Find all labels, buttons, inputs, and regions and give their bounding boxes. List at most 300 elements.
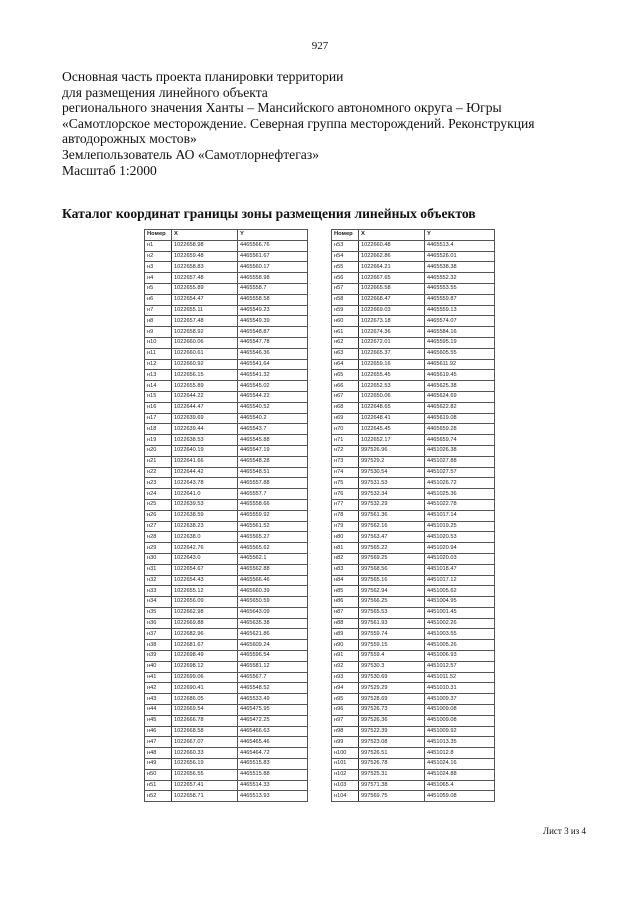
- point-number-cell: н103: [332, 780, 359, 791]
- y-coordinate-cell: 4451027.57: [425, 467, 495, 478]
- y-coordinate-cell: 4465514.33: [238, 780, 308, 791]
- table-row: [145, 283, 308, 294]
- point-number-cell: н20: [145, 445, 172, 456]
- x-coordinate-cell: 1022658.83: [172, 262, 238, 273]
- y-coordinate-cell: 4465553.55: [425, 283, 495, 294]
- y-coordinate-cell: 4465545.02: [238, 381, 308, 392]
- y-coordinate-cell: 4465541.64: [238, 359, 308, 370]
- x-coordinate-cell: 997523.08: [359, 737, 425, 748]
- x-coordinate-cell: 997530.3: [359, 661, 425, 672]
- y-coordinate-cell: 4465547.78: [238, 337, 308, 348]
- y-coordinate-cell: 4465605.55: [425, 348, 495, 359]
- table-row: [332, 575, 495, 586]
- column-header-y: Y: [425, 230, 495, 241]
- table-row: [332, 402, 495, 413]
- table-row: [332, 489, 495, 500]
- table-row: [145, 510, 308, 521]
- y-coordinate-cell: 4465465.46: [238, 737, 308, 748]
- x-coordinate-cell: 1022655.11: [172, 305, 238, 316]
- y-coordinate-cell: 4465513.4: [425, 240, 495, 251]
- x-coordinate-cell: 1022654.43: [172, 575, 238, 586]
- point-number-cell: н36: [145, 618, 172, 629]
- x-coordinate-cell: 997530.54: [359, 467, 425, 478]
- point-number-cell: н40: [145, 661, 172, 672]
- table-row: [332, 467, 495, 478]
- x-coordinate-cell: 1022682.96: [172, 629, 238, 640]
- point-number-cell: н9: [145, 327, 172, 338]
- point-number-cell: н73: [332, 456, 359, 467]
- x-coordinate-cell: 1022660.48: [359, 240, 425, 251]
- x-coordinate-cell: 1022650.06: [359, 391, 425, 402]
- table-row: [332, 629, 495, 640]
- y-coordinate-cell: 4465540.2: [238, 413, 308, 424]
- y-coordinate-cell: 4465475.95: [238, 705, 308, 716]
- y-coordinate-cell: 4451059.08: [425, 791, 495, 802]
- table-row: [145, 607, 308, 618]
- x-coordinate-cell: 1022644.22: [172, 391, 238, 402]
- x-coordinate-cell: 1022654.47: [172, 294, 238, 305]
- point-number-cell: н26: [145, 510, 172, 521]
- y-coordinate-cell: 4451003.55: [425, 629, 495, 640]
- table-row: [332, 532, 495, 543]
- table-row: [332, 445, 495, 456]
- x-coordinate-cell: 1022639.69: [172, 413, 238, 424]
- point-number-cell: н58: [332, 294, 359, 305]
- x-coordinate-cell: 1022652.17: [359, 435, 425, 446]
- y-coordinate-cell: 4465574.07: [425, 316, 495, 327]
- y-coordinate-cell: 4451002.26: [425, 618, 495, 629]
- point-number-cell: н47: [145, 737, 172, 748]
- point-number-cell: н16: [145, 402, 172, 413]
- point-number-cell: н11: [145, 348, 172, 359]
- table-row: [332, 316, 495, 327]
- x-coordinate-cell: 1022698.12: [172, 661, 238, 672]
- x-coordinate-cell: 1022641.0: [172, 489, 238, 500]
- document-header: [62, 69, 622, 178]
- x-coordinate-cell: 1022667.65: [359, 273, 425, 284]
- y-coordinate-cell: 4465565.62: [238, 543, 308, 554]
- table-row: [145, 586, 308, 597]
- table-row: [145, 413, 308, 424]
- header-line: Землепользователь АО «Самотлорнефтегаз»: [62, 146, 319, 162]
- column-header-x: X: [359, 230, 425, 241]
- x-coordinate-cell: 1022643.78: [172, 478, 238, 489]
- point-number-cell: н51: [145, 780, 172, 791]
- table-row: [145, 737, 308, 748]
- column-header-number: Номер: [332, 230, 359, 241]
- x-coordinate-cell: 1022655.12: [172, 586, 238, 597]
- point-number-cell: н46: [145, 726, 172, 737]
- point-number-cell: н30: [145, 553, 172, 564]
- table-row: [145, 748, 308, 759]
- y-coordinate-cell: 4465581.12: [238, 661, 308, 672]
- column-header-y: Y: [238, 230, 308, 241]
- y-coordinate-cell: 4465513.93: [238, 791, 308, 802]
- x-coordinate-cell: 997568.56: [359, 564, 425, 575]
- y-coordinate-cell: 4451013.35: [425, 737, 495, 748]
- table-row: [332, 262, 495, 273]
- y-coordinate-cell: 4451026.38: [425, 445, 495, 456]
- x-coordinate-cell: 1022659.16: [359, 359, 425, 370]
- x-coordinate-cell: 1022698.49: [172, 651, 238, 662]
- table-row: [332, 348, 495, 359]
- table-row: [332, 435, 495, 446]
- table-row: [145, 780, 308, 791]
- y-coordinate-cell: 4465624.69: [425, 391, 495, 402]
- y-coordinate-cell: 4465526.01: [425, 251, 495, 262]
- point-number-cell: н44: [145, 705, 172, 716]
- table-row: [145, 348, 308, 359]
- point-number-cell: н62: [332, 337, 359, 348]
- x-coordinate-cell: 997561.36: [359, 510, 425, 521]
- x-coordinate-cell: 1022642.76: [172, 543, 238, 554]
- x-coordinate-cell: 1022686.05: [172, 694, 238, 705]
- y-coordinate-cell: 4451001.45: [425, 607, 495, 618]
- point-number-cell: н102: [332, 769, 359, 780]
- point-number-cell: н18: [145, 424, 172, 435]
- table-row: [332, 240, 495, 251]
- point-number-cell: н6: [145, 294, 172, 305]
- table-row: [332, 726, 495, 737]
- table-row: [332, 456, 495, 467]
- table-row: [145, 262, 308, 273]
- x-coordinate-cell: 1022690.41: [172, 683, 238, 694]
- x-coordinate-cell: 997569.75: [359, 791, 425, 802]
- y-coordinate-cell: 4465558.66: [238, 499, 308, 510]
- x-coordinate-cell: 1022666.78: [172, 715, 238, 726]
- table-row: [145, 651, 308, 662]
- y-coordinate-cell: 4465543.7: [238, 424, 308, 435]
- x-coordinate-cell: 1022641.66: [172, 456, 238, 467]
- y-coordinate-cell: 4451022.78: [425, 499, 495, 510]
- point-number-cell: н48: [145, 748, 172, 759]
- y-coordinate-cell: 4451010.31: [425, 683, 495, 694]
- table-row: [145, 715, 308, 726]
- y-coordinate-cell: 4451027.88: [425, 456, 495, 467]
- x-coordinate-cell: 997531.53: [359, 478, 425, 489]
- x-coordinate-cell: 997565.22: [359, 543, 425, 554]
- point-number-cell: н65: [332, 370, 359, 381]
- x-coordinate-cell: 997563.47: [359, 532, 425, 543]
- table-row: [332, 661, 495, 672]
- point-number-cell: н86: [332, 597, 359, 608]
- x-coordinate-cell: 997562.16: [359, 521, 425, 532]
- x-coordinate-cell: 997559.4: [359, 651, 425, 662]
- column-header-x: X: [172, 230, 238, 241]
- x-coordinate-cell: 997526.78: [359, 759, 425, 770]
- point-number-cell: н32: [145, 575, 172, 586]
- header-line: «Самотлорское месторождение. Северная группа месторождений. Реконструкция: [62, 115, 535, 131]
- table-row: [145, 769, 308, 780]
- table-row: [145, 521, 308, 532]
- y-coordinate-cell: 4465558.7: [238, 283, 308, 294]
- y-coordinate-cell: 4465560.17: [238, 262, 308, 273]
- y-coordinate-cell: 4465472.25: [238, 715, 308, 726]
- sheet-label: Лист 3 из 4: [543, 826, 586, 836]
- y-coordinate-cell: 4451025.36: [425, 489, 495, 500]
- y-coordinate-cell: 4465619.08: [425, 413, 495, 424]
- y-coordinate-cell: 4465544.22: [238, 391, 308, 402]
- y-coordinate-cell: 4451024.88: [425, 769, 495, 780]
- point-number-cell: н63: [332, 348, 359, 359]
- y-coordinate-cell: 4465552.32: [425, 273, 495, 284]
- table-row: [332, 748, 495, 759]
- y-coordinate-cell: 4465561.67: [238, 251, 308, 262]
- point-number-cell: н56: [332, 273, 359, 284]
- x-coordinate-cell: 1022658.71: [172, 791, 238, 802]
- x-coordinate-cell: 1022665.37: [359, 348, 425, 359]
- header-line: для размещения линейного объекта: [62, 84, 268, 100]
- table-row: [145, 629, 308, 640]
- table-row: [332, 705, 495, 716]
- x-coordinate-cell: 1022638.53: [172, 435, 238, 446]
- table-row: [145, 640, 308, 651]
- table-row: [332, 499, 495, 510]
- y-coordinate-cell: 4451005.62: [425, 586, 495, 597]
- table-row: [332, 597, 495, 608]
- x-coordinate-cell: 1022655.89: [172, 381, 238, 392]
- point-number-cell: н88: [332, 618, 359, 629]
- point-number-cell: н70: [332, 424, 359, 435]
- x-coordinate-cell: 1022640.19: [172, 445, 238, 456]
- table-row: [332, 337, 495, 348]
- y-coordinate-cell: 4451024.16: [425, 759, 495, 770]
- point-number-cell: н90: [332, 640, 359, 651]
- table-row: [332, 273, 495, 284]
- table-row: [145, 726, 308, 737]
- x-coordinate-cell: 1022643.0: [172, 553, 238, 564]
- x-coordinate-cell: 1022681.67: [172, 640, 238, 651]
- x-coordinate-cell: 1022638.0: [172, 532, 238, 543]
- point-number-cell: н22: [145, 467, 172, 478]
- point-number-cell: н72: [332, 445, 359, 456]
- y-coordinate-cell: 4465557.88: [238, 478, 308, 489]
- table-row: [145, 294, 308, 305]
- y-coordinate-cell: 4451004.95: [425, 597, 495, 608]
- table-row: [332, 672, 495, 683]
- coordinates-table-right: [331, 229, 495, 802]
- y-coordinate-cell: 4465565.27: [238, 532, 308, 543]
- y-coordinate-cell: 4465660.39: [238, 586, 308, 597]
- y-coordinate-cell: 4465559.13: [425, 305, 495, 316]
- table-row: [145, 661, 308, 672]
- point-number-cell: н97: [332, 715, 359, 726]
- table-row: [145, 445, 308, 456]
- point-number-cell: н1: [145, 240, 172, 251]
- x-coordinate-cell: 1022665.58: [359, 283, 425, 294]
- x-coordinate-cell: 997532.34: [359, 489, 425, 500]
- point-number-cell: н33: [145, 586, 172, 597]
- point-number-cell: н89: [332, 629, 359, 640]
- y-coordinate-cell: 4465625.38: [425, 381, 495, 392]
- x-coordinate-cell: 1022669.03: [359, 305, 425, 316]
- y-coordinate-cell: 4465548.52: [238, 683, 308, 694]
- y-coordinate-cell: 4465611.92: [425, 359, 495, 370]
- point-number-cell: н53: [332, 240, 359, 251]
- y-coordinate-cell: 4465558.98: [238, 273, 308, 284]
- y-coordinate-cell: 4465595.19: [425, 337, 495, 348]
- x-coordinate-cell: 1022660.92: [172, 359, 238, 370]
- y-coordinate-cell: 4451018.47: [425, 564, 495, 575]
- point-number-cell: н75: [332, 478, 359, 489]
- y-coordinate-cell: 4465538.38: [425, 262, 495, 273]
- y-coordinate-cell: 4451019.25: [425, 521, 495, 532]
- table-header-row: [332, 230, 495, 241]
- point-number-cell: н52: [145, 791, 172, 802]
- y-coordinate-cell: 4451020.53: [425, 532, 495, 543]
- table-row: [332, 769, 495, 780]
- table-row: [145, 305, 308, 316]
- y-coordinate-cell: 4465515.83: [238, 759, 308, 770]
- point-number-cell: н87: [332, 607, 359, 618]
- point-number-cell: н91: [332, 651, 359, 662]
- point-number-cell: н67: [332, 391, 359, 402]
- table-row: [332, 510, 495, 521]
- y-coordinate-cell: 4465566.46: [238, 575, 308, 586]
- x-coordinate-cell: 1022659.48: [172, 251, 238, 262]
- x-coordinate-cell: 997565.16: [359, 575, 425, 586]
- point-number-cell: н95: [332, 694, 359, 705]
- table-row: [332, 283, 495, 294]
- x-coordinate-cell: 1022664.21: [359, 262, 425, 273]
- table-row: [145, 391, 308, 402]
- point-number-cell: н79: [332, 521, 359, 532]
- point-number-cell: н41: [145, 672, 172, 683]
- point-number-cell: н80: [332, 532, 359, 543]
- table-row: [145, 240, 308, 251]
- point-number-cell: н77: [332, 499, 359, 510]
- point-number-cell: н104: [332, 791, 359, 802]
- table-row: [145, 672, 308, 683]
- table-row: [332, 759, 495, 770]
- y-coordinate-cell: 4465567.7: [238, 672, 308, 683]
- table-row: [145, 424, 308, 435]
- y-coordinate-cell: 4465515.88: [238, 769, 308, 780]
- point-number-cell: н64: [332, 359, 359, 370]
- y-coordinate-cell: 4465558.58: [238, 294, 308, 305]
- x-coordinate-cell: 997561.93: [359, 618, 425, 629]
- y-coordinate-cell: 4465547.19: [238, 445, 308, 456]
- table-row: [145, 489, 308, 500]
- table-row: [332, 683, 495, 694]
- x-coordinate-cell: 997530.69: [359, 672, 425, 683]
- point-number-cell: н43: [145, 694, 172, 705]
- point-number-cell: н45: [145, 715, 172, 726]
- y-coordinate-cell: 4465549.39: [238, 316, 308, 327]
- y-coordinate-cell: 4465466.63: [238, 726, 308, 737]
- point-number-cell: н82: [332, 553, 359, 564]
- point-number-cell: н14: [145, 381, 172, 392]
- coordinates-table-left: [144, 229, 308, 802]
- x-coordinate-cell: 1022656.09: [172, 597, 238, 608]
- point-number-cell: н19: [145, 435, 172, 446]
- x-coordinate-cell: 997526.73: [359, 705, 425, 716]
- y-coordinate-cell: 4465533.49: [238, 694, 308, 705]
- y-coordinate-cell: 4465562.1: [238, 553, 308, 564]
- y-coordinate-cell: 4465549.23: [238, 305, 308, 316]
- point-number-cell: н66: [332, 381, 359, 392]
- point-number-cell: н81: [332, 543, 359, 554]
- table-row: [145, 791, 308, 802]
- point-number-cell: н50: [145, 769, 172, 780]
- table-row: [145, 543, 308, 554]
- point-number-cell: н69: [332, 413, 359, 424]
- table-row: [145, 564, 308, 575]
- table-row: [145, 456, 308, 467]
- table-row: [145, 359, 308, 370]
- point-number-cell: н35: [145, 607, 172, 618]
- table-row: [332, 294, 495, 305]
- table-row: [332, 651, 495, 662]
- point-number-cell: н29: [145, 543, 172, 554]
- point-number-cell: н13: [145, 370, 172, 381]
- point-number-cell: н71: [332, 435, 359, 446]
- x-coordinate-cell: 1022660.61: [172, 348, 238, 359]
- y-coordinate-cell: 4465548.28: [238, 456, 308, 467]
- x-coordinate-cell: 1022668.47: [359, 294, 425, 305]
- header-line: регионального значения Ханты – Мансийского автономного округа – Югры: [62, 100, 502, 116]
- y-coordinate-cell: 4451006.93: [425, 651, 495, 662]
- table-row: [332, 694, 495, 705]
- x-coordinate-cell: 1022657.41: [172, 780, 238, 791]
- table-row: [145, 381, 308, 392]
- x-coordinate-cell: 1022658.92: [172, 327, 238, 338]
- point-number-cell: н49: [145, 759, 172, 770]
- table-row: [145, 618, 308, 629]
- x-coordinate-cell: 1022674.36: [359, 327, 425, 338]
- table-row: [145, 499, 308, 510]
- x-coordinate-cell: 1022638.23: [172, 521, 238, 532]
- y-coordinate-cell: 4451009.08: [425, 705, 495, 716]
- point-number-cell: н34: [145, 597, 172, 608]
- table-row: [145, 327, 308, 338]
- table-row: [145, 467, 308, 478]
- table-row: [332, 543, 495, 554]
- x-coordinate-cell: 1022656.15: [172, 370, 238, 381]
- point-number-cell: н94: [332, 683, 359, 694]
- y-coordinate-cell: 4465566.76: [238, 240, 308, 251]
- point-number-cell: н99: [332, 737, 359, 748]
- point-number-cell: н24: [145, 489, 172, 500]
- point-number-cell: н21: [145, 456, 172, 467]
- x-coordinate-cell: 997569.25: [359, 553, 425, 564]
- point-number-cell: н8: [145, 316, 172, 327]
- x-coordinate-cell: 1022660.33: [172, 748, 238, 759]
- point-number-cell: н27: [145, 521, 172, 532]
- y-coordinate-cell: 4465548.51: [238, 467, 308, 478]
- x-coordinate-cell: 997571.38: [359, 780, 425, 791]
- point-number-cell: н93: [332, 672, 359, 683]
- x-coordinate-cell: 997566.25: [359, 597, 425, 608]
- y-coordinate-cell: 4451009.92: [425, 726, 495, 737]
- x-coordinate-cell: 1022638.59: [172, 510, 238, 521]
- x-coordinate-cell: 997529.29: [359, 683, 425, 694]
- table-row: [332, 737, 495, 748]
- table-row: [332, 327, 495, 338]
- y-coordinate-cell: 4465621.86: [238, 629, 308, 640]
- x-coordinate-cell: 1022668.58: [172, 726, 238, 737]
- y-coordinate-cell: 4465559.87: [425, 294, 495, 305]
- table-row: [145, 575, 308, 586]
- table-row: [145, 435, 308, 446]
- y-coordinate-cell: 4465548.87: [238, 327, 308, 338]
- x-coordinate-cell: 1022662.86: [359, 251, 425, 262]
- x-coordinate-cell: 1022699.06: [172, 672, 238, 683]
- y-coordinate-cell: 4451017.14: [425, 510, 495, 521]
- table-row: [332, 553, 495, 564]
- x-coordinate-cell: 1022648.65: [359, 402, 425, 413]
- table-row: [332, 381, 495, 392]
